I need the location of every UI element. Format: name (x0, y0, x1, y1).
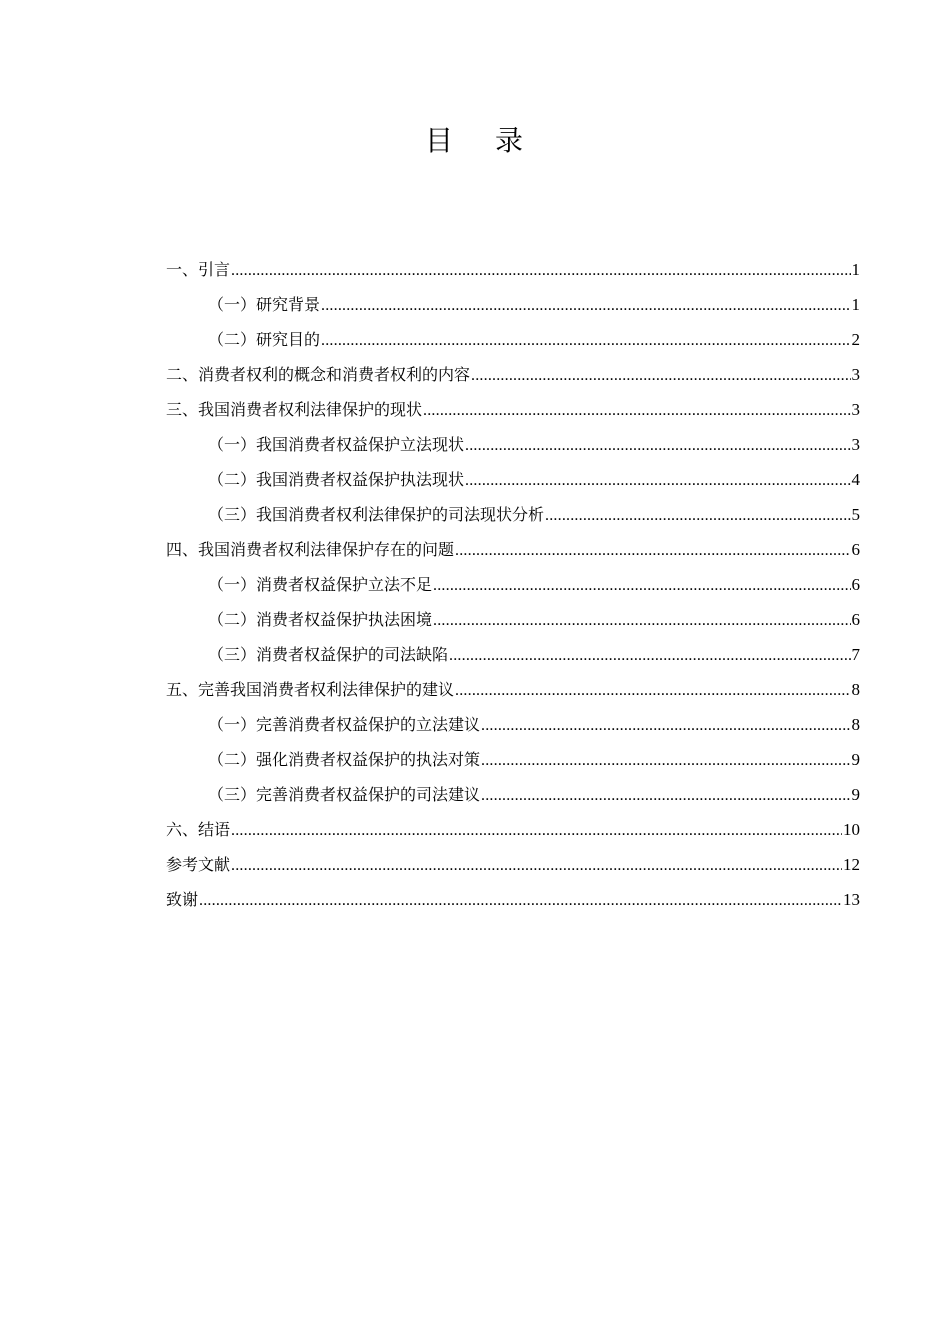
toc-entry-3[interactable] (166, 392, 860, 427)
toc-entry-label: （二）强化消费者权益保护的执法对策 (208, 750, 481, 769)
toc-entry-4-2[interactable] (166, 602, 860, 637)
toc-entry-label: 参考文献 (166, 855, 231, 874)
toc-entry-2[interactable] (166, 357, 860, 392)
toc-entry-label: （二）我国消费者权益保护执法现状 (208, 470, 465, 489)
toc-entry-page: 9 (851, 750, 860, 769)
toc-entry-label: （一）消费者权益保护立法不足 (208, 575, 433, 594)
toc-entry-label: （一）研究背景 (208, 295, 321, 314)
toc-entry-1-2[interactable] (166, 322, 860, 357)
dot-leader (231, 848, 842, 883)
dot-leader (433, 603, 850, 638)
dot-leader (471, 358, 850, 393)
toc-entry-label: 四、我国消费者权利法律保护存在的问题 (166, 540, 455, 559)
toc-entry-1[interactable] (166, 252, 860, 287)
toc-entry-page: 1 (851, 295, 860, 314)
dot-leader (545, 498, 850, 533)
toc-entry-page: 4 (851, 470, 860, 489)
toc-entry-page: 2 (851, 330, 860, 349)
toc-entry-page: 9 (851, 785, 860, 804)
toc-entry-label: 三、我国消费者权利法律保护的现状 (166, 400, 423, 419)
toc-entry-page: 3 (851, 435, 860, 454)
toc-entry-4-1[interactable] (166, 567, 860, 602)
toc-entry-label: （二）研究目的 (208, 330, 321, 349)
dot-leader (449, 638, 850, 673)
toc-entry-label: （三）完善消费者权益保护的司法建议 (208, 785, 481, 804)
toc-entry-page: 6 (851, 540, 860, 559)
toc-entry-page: 3 (851, 365, 860, 384)
toc-entry-acknowledgements[interactable] (166, 882, 860, 917)
toc-entry-3-3[interactable] (166, 497, 860, 532)
toc-entry-page: 6 (851, 610, 860, 629)
dot-leader (423, 393, 850, 428)
toc-entry-label: （一）完善消费者权益保护的立法建议 (208, 715, 481, 734)
page-title (0, 124, 950, 158)
dot-leader (455, 673, 850, 708)
dot-leader (481, 778, 850, 813)
toc-entry-page: 10 (843, 820, 860, 839)
dot-leader (481, 743, 850, 778)
toc-entry-4[interactable] (166, 532, 860, 567)
dot-leader (433, 568, 850, 603)
table-of-contents (166, 252, 860, 917)
toc-entry-label: 一、引言 (166, 260, 231, 279)
dot-leader (231, 253, 850, 288)
dot-leader (199, 883, 842, 918)
dot-leader (481, 708, 850, 743)
dot-leader (321, 323, 850, 358)
toc-entry-5-3[interactable] (166, 777, 860, 812)
dot-leader (455, 533, 850, 568)
toc-entry-page: 6 (851, 575, 860, 594)
toc-entry-references[interactable] (166, 847, 860, 882)
toc-entry-label: 五、完善我国消费者权利法律保护的建议 (166, 680, 455, 699)
toc-entry-page: 3 (851, 400, 860, 419)
dot-leader (321, 288, 850, 323)
toc-entry-label: （三）消费者权益保护的司法缺陷 (208, 645, 449, 664)
toc-entry-page: 7 (851, 645, 860, 664)
toc-entry-page: 8 (851, 680, 860, 699)
toc-entry-label: （三）我国消费者权利法律保护的司法现状分析 (208, 505, 545, 524)
toc-entry-label: 致谢 (166, 890, 199, 909)
title-char-2: 录 (495, 124, 526, 157)
toc-entry-label: 二、消费者权利的概念和消费者权利的内容 (166, 365, 471, 384)
toc-entry-page: 8 (851, 715, 860, 734)
dot-leader (465, 463, 850, 498)
toc-entry-5-1[interactable] (166, 707, 860, 742)
toc-entry-page: 12 (843, 855, 860, 874)
dot-leader (465, 428, 850, 463)
toc-entry-label: （一）我国消费者权益保护立法现状 (208, 435, 465, 454)
toc-entry-6[interactable] (166, 812, 860, 847)
toc-entry-5-2[interactable] (166, 742, 860, 777)
toc-entry-1-1[interactable] (166, 287, 860, 322)
toc-entry-3-1[interactable] (166, 427, 860, 462)
toc-entry-page: 13 (843, 890, 860, 909)
toc-entry-page: 5 (851, 505, 860, 524)
toc-entry-page: 1 (851, 260, 860, 279)
toc-entry-3-2[interactable] (166, 462, 860, 497)
toc-entry-label: 六、结语 (166, 820, 231, 839)
toc-entry-label: （二）消费者权益保护执法困境 (208, 610, 433, 629)
dot-leader (231, 813, 842, 848)
title-char-1: 目 (424, 124, 455, 157)
toc-entry-5[interactable] (166, 672, 860, 707)
toc-entry-4-3[interactable] (166, 637, 860, 672)
